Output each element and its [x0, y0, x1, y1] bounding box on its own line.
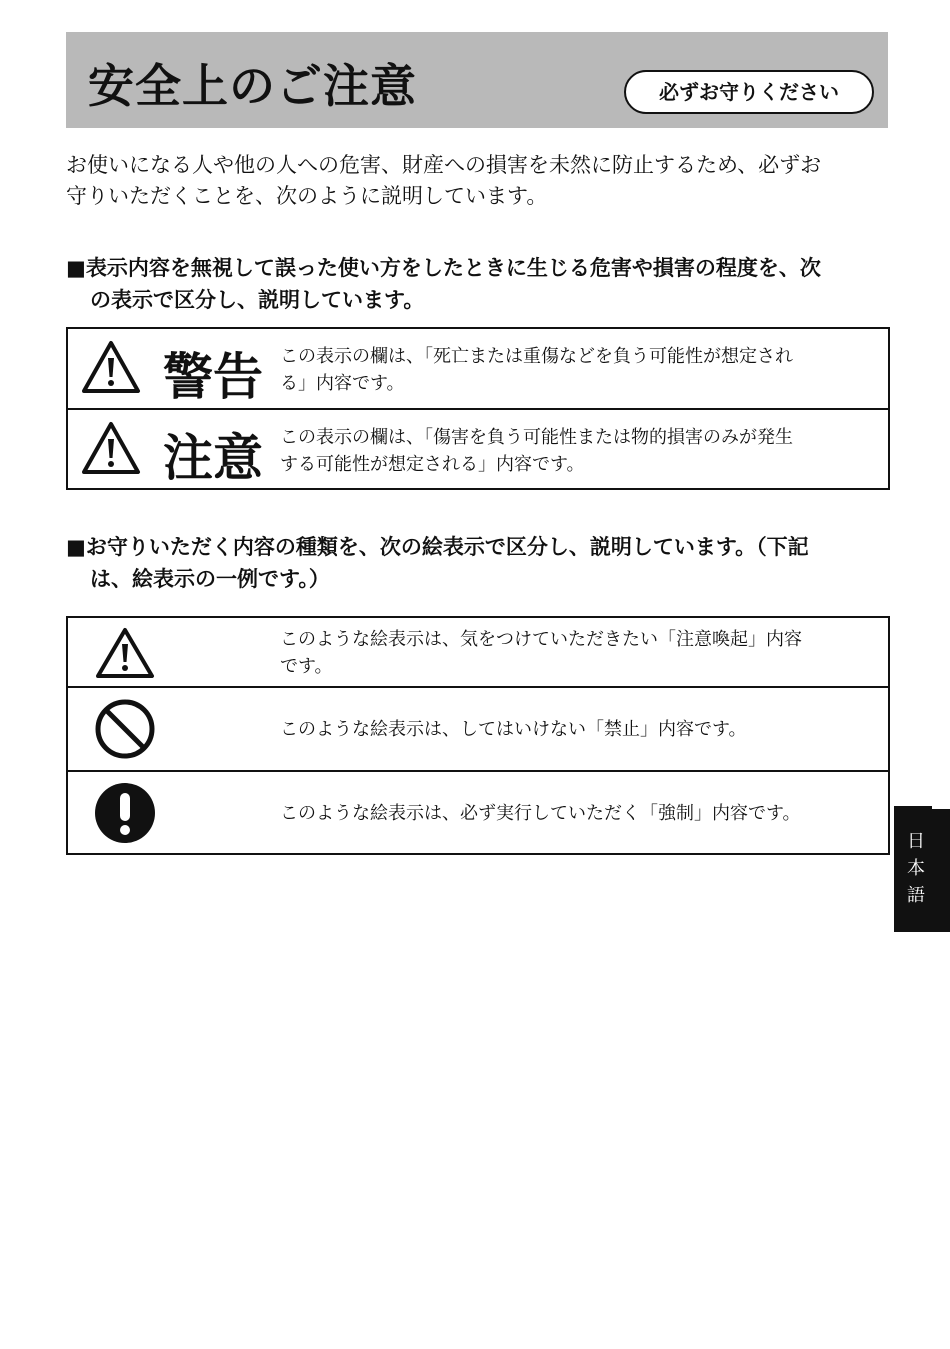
caution-triangle-icon — [94, 626, 156, 680]
section1-heading-line-2: の表示で区分し、説明しています。 — [90, 288, 425, 312]
symbol-description — [280, 626, 880, 680]
symbol-row-prohibition — [68, 688, 888, 772]
tab-divider — [932, 806, 950, 809]
must-observe-badge: 必ずお守りください — [624, 70, 874, 114]
desc-line-1: この表示の欄は、「死亡または重傷などを負う可能性が想定され — [280, 346, 793, 367]
severity-row-caution — [68, 410, 888, 489]
desc-line-2: する可能性が想定される」内容です。 — [280, 454, 585, 475]
symbol-row-mandatory — [68, 772, 888, 853]
symbol-table — [66, 616, 890, 855]
warning-triangle-icon — [80, 339, 142, 395]
page-title: 安全上のご注意 — [88, 59, 417, 113]
intro-line-2: 守りいただくことを、次のように説明しています。 — [66, 184, 548, 208]
warning-triangle-icon — [80, 420, 142, 476]
language-label: 日 本 語 — [907, 831, 925, 906]
prohibition-icon — [94, 698, 156, 760]
intro-line-1: お使いになる人や他の人への危害、財産への損害を未然に防止するため、必ずお — [66, 153, 822, 177]
section2-heading-line-1: ■お守りいただく内容の種類を、次の絵表示で区分し、説明しています。（下記 — [66, 535, 809, 559]
desc-line-1: このような絵表示は、気をつけていただきたい「注意喚起」内容 — [280, 629, 802, 650]
signal-word-warning: 警告 — [163, 348, 263, 406]
desc-line-2: る」内容です。 — [280, 373, 405, 394]
title-bar — [66, 32, 888, 128]
language-side-tab — [894, 806, 950, 932]
severity-table — [66, 327, 890, 490]
intro-paragraph — [66, 150, 896, 212]
desc-line-1: この表示の欄は、「傷害を負う可能性または物的損害のみが発生 — [280, 427, 793, 448]
symbol-description: このような絵表示は、してはいけない「禁止」内容です。 — [280, 719, 747, 740]
section2-heading — [66, 531, 896, 595]
severity-row-warning — [68, 329, 888, 410]
symbol-row-caution — [68, 618, 888, 688]
section1-heading-line-1: ■表示内容を無視して誤った使い方をしたときに生じる危害や損害の程度を、次 — [66, 256, 821, 280]
signal-word-caution: 注意 — [163, 429, 263, 487]
severity-description — [280, 424, 880, 478]
section1-heading — [66, 252, 896, 316]
section2-heading-line-2: は、絵表示の一例です。） — [90, 567, 330, 591]
mandatory-exclamation-icon — [94, 782, 156, 844]
desc-line-2: です。 — [280, 656, 333, 677]
severity-description — [280, 343, 880, 397]
symbol-description: このような絵表示は、必ず実行していただく「強制」内容です。 — [280, 803, 801, 824]
